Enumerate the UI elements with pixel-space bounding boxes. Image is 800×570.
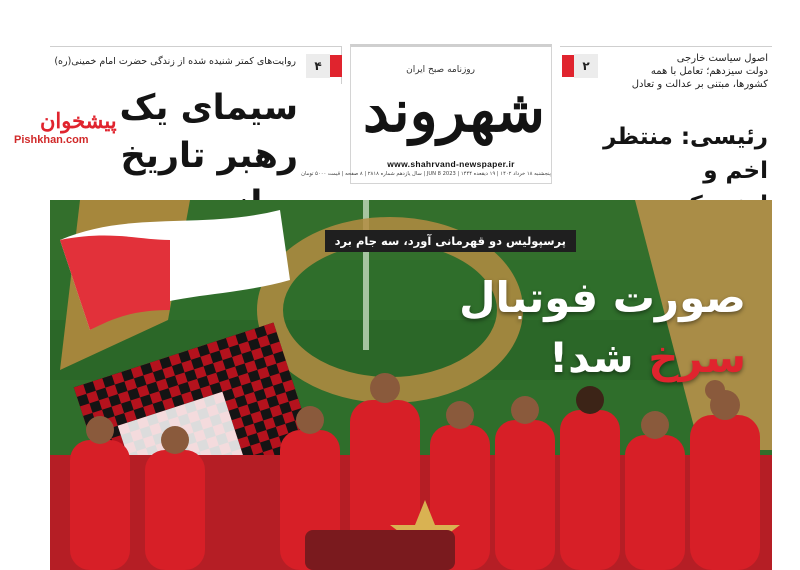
page-tab-marker bbox=[330, 55, 342, 77]
frame-line bbox=[50, 46, 342, 47]
photo-headline-line1: صورت فوتبال bbox=[459, 273, 746, 322]
watermark-url: Pishkhan.com bbox=[14, 134, 89, 146]
right-kicker-line1: اصول سیاست خارجی bbox=[676, 53, 768, 64]
left-story-kicker: روایت‌های کمتر شنیده شده از زندگی حضرت امام خمینی(ره) bbox=[54, 56, 296, 67]
page-tab-marker bbox=[562, 55, 574, 77]
photo-headline-line2 bbox=[456, 328, 746, 388]
photo-headline-rest: شد! bbox=[548, 333, 649, 382]
watermark-logo: پیشخوان bbox=[40, 108, 117, 133]
page-number-badge: ۴ bbox=[306, 54, 330, 78]
photo-headline[interactable] bbox=[456, 268, 746, 388]
main-photo[interactable] bbox=[50, 200, 772, 570]
left-headline-line1: سیمای یک bbox=[119, 88, 298, 128]
right-kicker-line3: کشورها، مبتنی بر عدالت و تعادل bbox=[631, 79, 768, 90]
left-story[interactable] bbox=[50, 44, 342, 196]
right-headline-line1: رئیسی: منتظر اخم و bbox=[603, 124, 768, 184]
right-story-kicker bbox=[598, 52, 768, 91]
masthead bbox=[301, 44, 552, 184]
left-headline-line2: رهبر تاریخ bbox=[120, 136, 298, 176]
masthead-logo: شهروند bbox=[363, 77, 545, 145]
photo-kicker: پرسپولیس دو قهرمانی آورد، سه جام برد bbox=[325, 230, 576, 252]
podium bbox=[305, 530, 455, 570]
right-kicker-line2: دولت سیزدهم؛ تعامل با همه bbox=[650, 66, 768, 77]
photo-headline-accent: سرخ bbox=[648, 333, 746, 382]
masthead-url[interactable]: www.shahrvand-newspaper.ir bbox=[387, 159, 515, 169]
page-number-badge: ۲ bbox=[574, 54, 598, 78]
masthead-subtitle: روزنامه صبح ایران bbox=[406, 65, 475, 75]
right-story[interactable] bbox=[560, 44, 772, 196]
masthead-dateline: پنجشنبه ۱۸ خرداد ۱۴۰۲ | ۱۹ ذیقعده ۱۴۴۴ | 2023 JUN 8 | سال یازدهم شماره ۲۸۱۸ | ۸ صفحه | قیمت ۵۰۰۰ تومان bbox=[301, 171, 551, 177]
frame-line bbox=[560, 46, 772, 47]
